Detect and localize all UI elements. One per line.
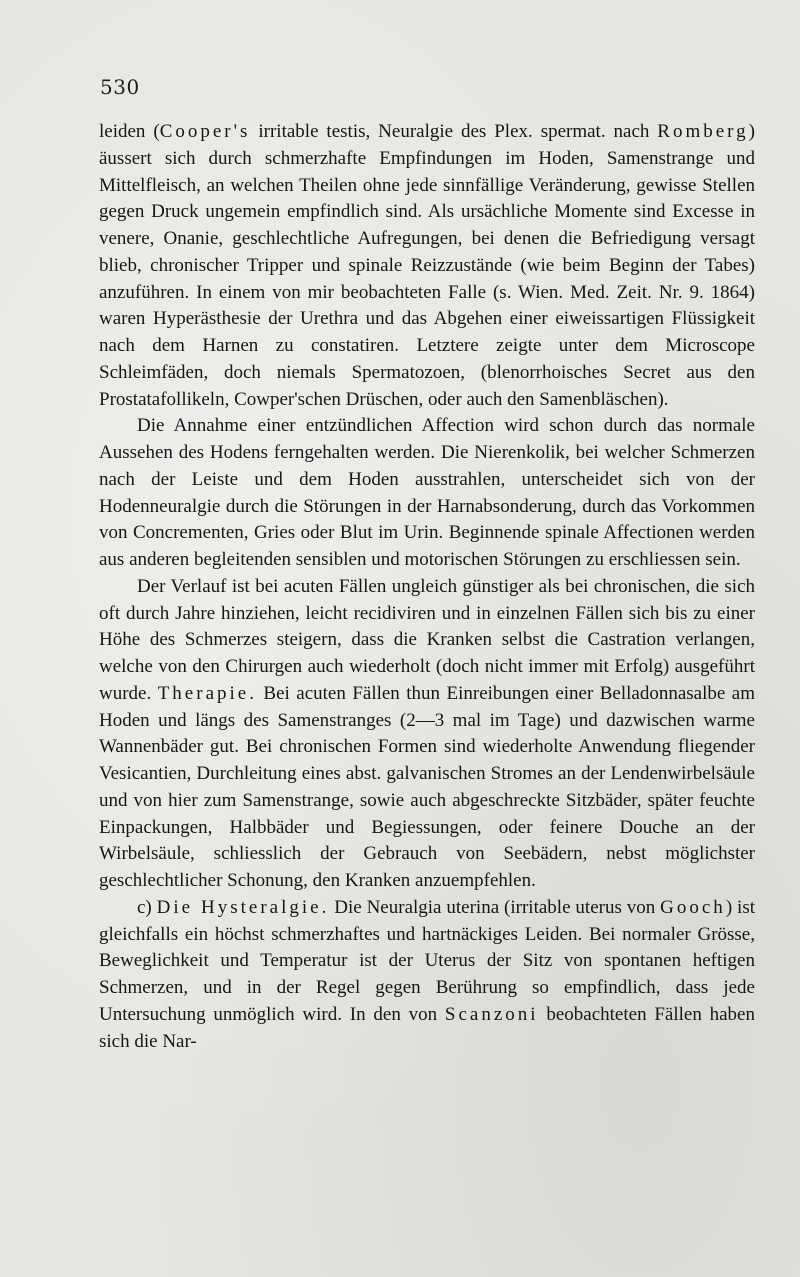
body-text — [99, 119, 755, 1055]
heading-therapie: Therapie. — [157, 682, 257, 704]
paragraph-1 — [99, 119, 755, 413]
author-name-gooch: Gooch — [660, 896, 726, 918]
page-number: 530 — [100, 75, 140, 99]
author-name-romberg: Romberg — [657, 121, 749, 142]
text-segment: beobachteten Fällen haben sich die Nar- — [99, 1003, 755, 1052]
paragraph-2 — [99, 413, 755, 574]
paragraph-4 — [99, 895, 755, 1056]
text-segment: Die Neuralgia uterina (irritable uterus von — [329, 896, 661, 918]
text-segment: leiden ( — [99, 121, 160, 142]
paragraph-3 — [99, 574, 755, 895]
text-segment: Bei acuten Fällen thun Einreibungen einer Belladonnasalbe am Hoden und längs des Samenstranges (2—3 mal im Tage) und dazwischen warme Wannenbäder gut. Bei chronischen Formen sind wiederholte Anwendung fliegender Vesicantien, Durchleitung eines abst. galvanischen Stromes an der Lendenwirbelsäule und von hier zum Samenstrange, sowie auch abgeschreckte Sitzbäder, später feuchte Einpackungen, Halbbäder und Begiessungen, oder feinere Douche an der Wirbelsäule, schliesslich der Gebrauch von Seebädern, nebst möglichster geschlechtlicher Schonung, den Kranken anzuempfehlen. — [99, 682, 756, 891]
author-name-cooper: Cooper's — [159, 121, 251, 142]
text-segment: ) ist gleichfalls ein höchst schmerzhaftes und hartnäckiges Leiden. Bei normaler Grösse, Beweglichkeit und Temperatur ist der Uterus der Sitz von spontanen heftigen Schmerzen, und in der Regel gegen Berührung so empfindlich, dass jede Untersuchung unmöglich wird. In den von — [99, 896, 755, 1025]
section-heading-hysteralgie: Die Hysteralgie. — [156, 896, 330, 918]
author-name-scanzoni: Scanzoni — [444, 1003, 539, 1025]
text-segment: c) — [137, 896, 157, 918]
text-segment: irritable testis, Neuralgie des Plex. spermat. nach — [250, 121, 658, 142]
text-segment: Der Verlauf ist bei acuten Fällen ungleich günstiger als bei chronischen, die sich oft durch Jahre hinziehen, leicht recidiviren und in einzelnen Fällen sich bis zu einer Höhe des Schmerzes steigern, dass die Kranken selbst die Castration verlangen, welche von den Chirurgen auch wiederholt (doch nicht immer mit Erfolg) ausgeführt wurde. — [99, 575, 755, 704]
text-segment: Die Annahme einer entzündlichen Affection wird schon durch das normale Aussehen des Hodens ferngehalten werden. Die Nierenkolik, bei welcher Schmerzen nach der Leiste und dem Hoden ausstrahlen, unterscheidet sich von der Hodenneuralgie durch die Störungen in der Harnabsonderung, durch das Vorkommen von Concrementen, Gries oder Blut im Urin. Beginnende spinale Affectionen werden aus anderen begleitenden sensiblen und motorischen Störungen zu erschliessen sein. — [99, 415, 755, 570]
text-segment: ) äussert sich durch schmerzhafte Empfindungen im Hoden, Samenstrange und Mittelfleisch, an welchen Theilen ohne jede sinnfällige Veränderung, gewisse Stellen gegen Druck ungemein empfindlich sind. Als ursächliche Momente sind Excesse in venere, Onanie, geschlechtliche Aufregungen, bei denen die Befriedigung versagt blieb, chronischer Tripper und spinale Reizzustände (wie beim Beginn der Tabes) anzuführen. In einem von mir beobachteten Falle (s. Wien. Med. Zeit. Nr. 9. 1864) waren Hyperästhesie der Urethra und das Abgehen einer eiweissartigen Flüssigkeit nach dem Harnen zu constatiren. Letztere zeigte unter dem Microscope Schleimfäden, doch niemals Spermatozoen, (blenorrhoisches Secret aus den Prostatafollikeln, Cowper'schen Drüschen, oder auch den Samenbläschen). — [99, 121, 755, 410]
